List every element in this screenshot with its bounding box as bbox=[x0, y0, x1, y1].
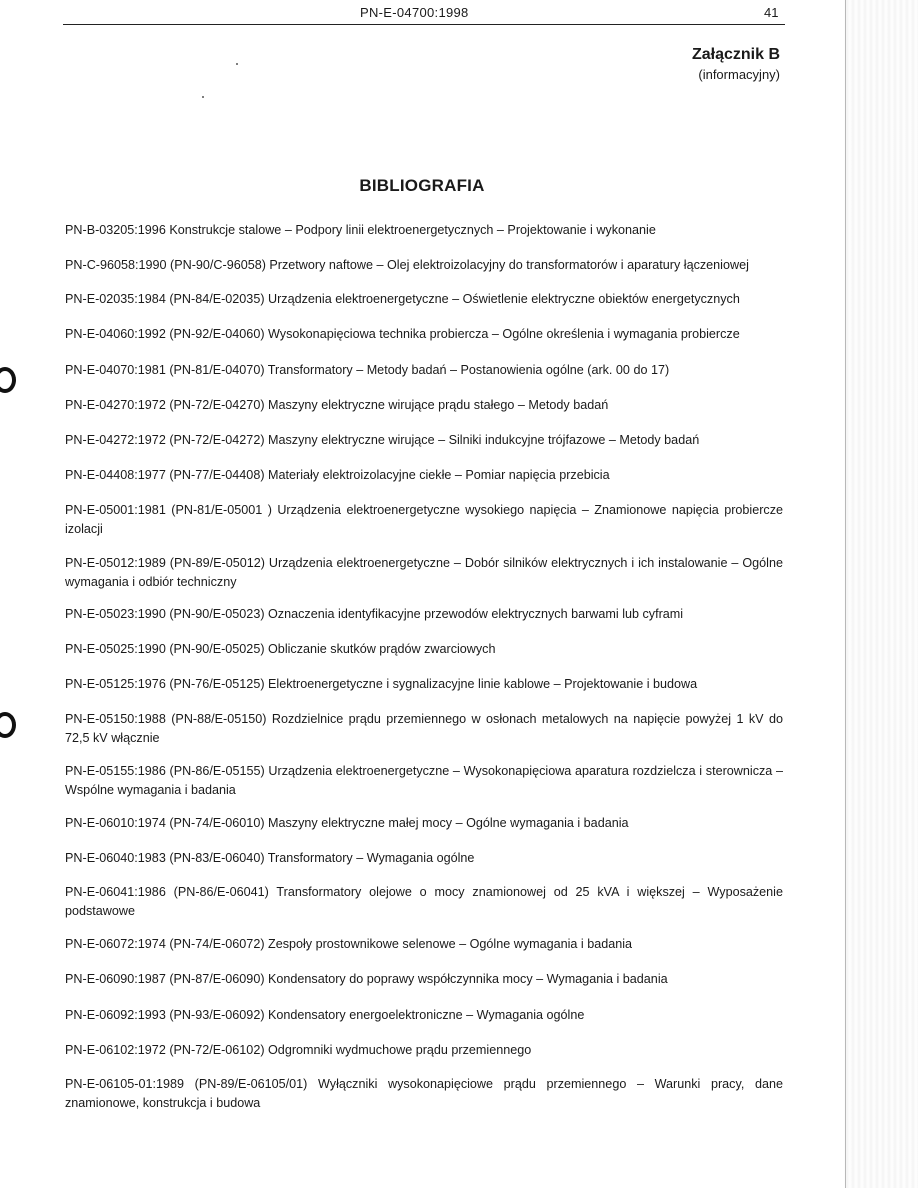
header-page-number: 41 bbox=[764, 5, 779, 20]
bibliography-entry: PN-E-06092:1993 (PN-93/E-06092) Kondensatory energoelektroniczne – Wymagania ogólne bbox=[65, 1008, 585, 1022]
bibliography-entry: PN-E-05125:1976 (PN-76/E-05125) Elektroenergetyczne i sygnalizacyjne linie kablowe – Projektowanie i budowa bbox=[65, 677, 698, 691]
annex-subtitle: (informacyjny) bbox=[698, 67, 780, 82]
annex-title: Załącznik B bbox=[691, 46, 780, 63]
bibliography-entry: PN-E-06105-01:1989 (PN-89/E-06105/01) Wyłączniki wysokonapięciowe prądu przemiennego – Warunki pracy, dane znamionowe, konstrukcja i budowa bbox=[65, 1077, 783, 1110]
binder-edge bbox=[844, 0, 918, 1188]
section-title: BIBLIOGRAFIA bbox=[359, 176, 485, 195]
header-divider bbox=[63, 24, 785, 25]
bibliography-entry: PN-C-96058:1990 (PN-90/C-96058) Przetwory naftowe – Olej elektroizolacyjny do transformatorów i aparatury łączeniowej bbox=[65, 258, 749, 272]
punch-hole-icon bbox=[0, 367, 16, 393]
bibliography-entry: PN-E-06072:1974 (PN-74/E-06072) Zespoły prostownikowe selenowe – Ogólne wymagania i badania bbox=[65, 937, 633, 951]
bibliography-entry: PN-E-02035:1984 (PN-84/E-02035) Urządzenia elektroenergetyczne – Oświetlenie elektryczne obiektów energetycznych bbox=[65, 292, 740, 306]
bibliography-entry: PN-E-05155:1986 (PN-86/E-05155) Urządzenia elektroenergetyczne – Wysokonapięciowa aparatura rozdzielcza i sterownicza – Wspólne wymagania i badania bbox=[65, 764, 783, 797]
bibliography-entry: PN-E-05001:1981 (PN-81/E-05001 ) Urządzenia elektroenergetyczne wysokiego napięcia – Znamionowe napięcia probiercze izolacji bbox=[65, 503, 783, 536]
bibliography-entry: PN-E-05023:1990 (PN-90/E-05023) Oznaczenia identyfikacyjne przewodów elektrycznych barwami lub cyframi bbox=[65, 607, 684, 621]
binder-line bbox=[845, 0, 846, 1188]
bibliography-entry: PN-E-06041:1986 (PN-86/E-06041) Transformatory olejowe o mocy znamionowej od 25 kVA i większej – Wyposażenie podstawowe bbox=[65, 885, 783, 918]
bibliography-entry: PN-E-04272:1972 (PN-72/E-04272) Maszyny elektryczne wirujące – Silniki indukcyjne trójfazowe – Metody badań bbox=[65, 433, 700, 447]
bibliography-entry: PN-E-06090:1987 (PN-87/E-06090) Kondensatory do poprawy współczynnika mocy – Wymagania i badania bbox=[65, 972, 668, 986]
bibliography-entry: PN-E-04270:1972 (PN-72/E-04270) Maszyny elektryczne wirujące prądu stałego – Metody badań bbox=[65, 398, 609, 412]
speck bbox=[202, 96, 204, 98]
bibliography-entry: PN-E-05025:1990 (PN-90/E-05025) Obliczanie skutków prądów zwarciowych bbox=[65, 642, 496, 656]
bibliography-entry: PN-E-04070:1981 (PN-81/E-04070) Transformatory – Metody badań – Postanowienia ogólne (ark. 00 do 17) bbox=[65, 363, 670, 377]
bibliography-entry: PN-E-05150:1988 (PN-88/E-05150) Rozdzielnice prądu przemiennego w osłonach metalowych na napięcie powyżej 1 kV do 72,5 kV włącznie bbox=[65, 712, 783, 745]
bibliography-entry: PN-E-05012:1989 (PN-89/E-05012) Urządzenia elektroenergetyczne – Dobór silników elektrycznych i ich instalowanie – Ogólne wymagania i odbiór techniczny bbox=[65, 556, 783, 589]
bibliography-entry: PN-B-03205:1996 Konstrukcje stalowe – Podpory linii elektroenergetycznych – Projektowanie i wykonanie bbox=[65, 223, 656, 237]
punch-hole-icon bbox=[0, 712, 16, 738]
speck bbox=[236, 63, 238, 65]
bibliography-entry: PN-E-04408:1977 (PN-77/E-04408) Materiały elektroizolacyjne ciekłe – Pomiar napięcia przebicia bbox=[65, 468, 610, 482]
bibliography-entry: PN-E-06010:1974 (PN-74/E-06010) Maszyny elektryczne małej mocy – Ogólne wymagania i badania bbox=[65, 816, 629, 830]
bibliography-entry: PN-E-04060:1992 (PN-92/E-04060) Wysokonapięciowa technika probiercza – Ogólne określenia i wymagania probiercze bbox=[65, 327, 740, 341]
bibliography-entry: PN-E-06040:1983 (PN-83/E-06040) Transformatory – Wymagania ogólne bbox=[65, 851, 475, 865]
header-standard-code: PN-E-04700:1998 bbox=[360, 5, 469, 20]
bibliography-entry: PN-E-06102:1972 (PN-72/E-06102) Odgromniki wydmuchowe prądu przemiennego bbox=[65, 1043, 532, 1057]
